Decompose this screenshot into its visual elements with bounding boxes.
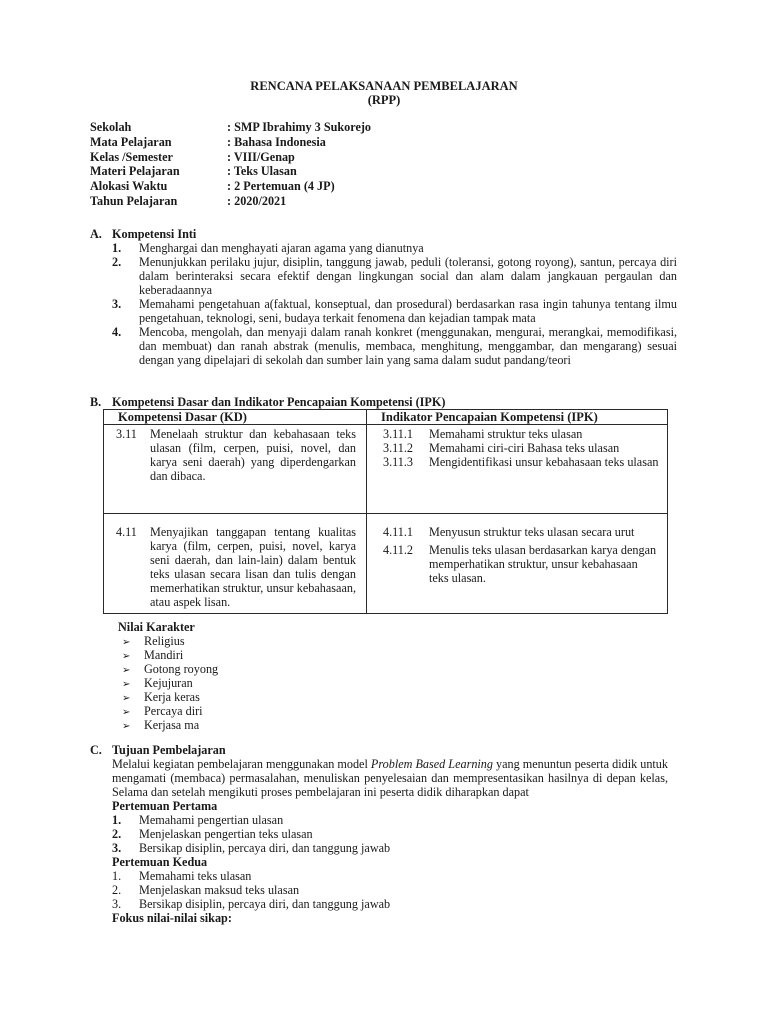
item-number: 1. (112, 813, 122, 827)
item-number: 2. (112, 883, 122, 897)
ipk-cell (367, 425, 668, 514)
meeting1-title: Pertemuan Pertama (112, 799, 218, 813)
identity-row-mapel (90, 135, 371, 150)
arrow-bullet-icon: ➢ (122, 679, 131, 690)
item-text: Menjelaskan pengertian teks ulasan (139, 827, 313, 841)
kd-text: Menelaah struktur dan kebahasaan teks ulasan (film, cerpen, puisi, novel, dan karya seni daerah) yang diperdengarkan dan dibaca. (150, 427, 356, 483)
identity-label: Mata Pelajaran (90, 134, 172, 149)
section-letter: B. (90, 395, 102, 409)
table-row (104, 425, 668, 514)
item-text: Memahami pengertian ulasan (139, 813, 284, 827)
meeting2-title: Pertemuan Kedua (112, 855, 208, 869)
arrow-bullet-icon: ➢ (122, 707, 131, 718)
item-text: Kejujuran (144, 676, 193, 690)
ipk-text: Mengidentifikasi unsur kebahasaan teks ulasan (429, 455, 659, 469)
item-number: 3. (112, 841, 122, 855)
identity-value: : 2020/2021 (227, 193, 287, 208)
kd-code: 4.11 (116, 525, 137, 539)
item-text: Memahami teks ulasan (139, 869, 252, 883)
table-header-row (104, 410, 668, 425)
list-item (112, 255, 677, 297)
list-item (112, 813, 668, 827)
kd-code: 3.11 (116, 427, 137, 441)
ipk-code: 4.11.1 (383, 525, 414, 539)
fokus-title: Fokus nilai-nilai sikap: (112, 911, 232, 925)
item-number: 3. (112, 897, 122, 911)
list-item (112, 827, 668, 841)
identity-value: : Bahasa Indonesia (227, 134, 326, 149)
arrow-bullet-icon: ➢ (122, 637, 131, 648)
list-item (112, 841, 668, 855)
table-row (104, 514, 668, 614)
identity-row-tahun (90, 194, 371, 209)
ipk-text: Memahami struktur teks ulasan (429, 427, 583, 441)
list-item (122, 690, 218, 704)
intro-text: Melalui kegiatan pembelajaran menggunakan model (112, 757, 371, 771)
nilai-karakter-title: Nilai Karakter (118, 620, 195, 634)
list-item (122, 718, 218, 732)
identity-label: Materi Pelajaran (90, 164, 180, 179)
list-item (122, 676, 218, 690)
ipk-entry (367, 441, 667, 455)
section-title: Kompetensi Inti (112, 227, 197, 241)
list-item (122, 662, 218, 676)
model-name: Problem Based Learning (370, 757, 493, 771)
item-text: Kerja keras (144, 690, 200, 704)
ipk-entry (367, 525, 667, 539)
item-text: Bersikap disiplin, percaya diri, dan tanggung jawab (139, 841, 391, 855)
identity-row-kelas (90, 150, 371, 165)
item-number: 1. (112, 241, 122, 255)
intro-text: yang menuntun peserta didik untuk mengamati (membaca) permasalahan, menuliskan penyelesaian dan mempresentasikan hasilnya di depan kelas, Selama dan setelah mengikuti proses pembelajaran ini peserta didik diharapkan dapat (112, 757, 668, 799)
document-subtitle: (RPP) (367, 93, 401, 107)
document-title: RENCANA PELAKSANAAN PEMBELAJARAN (250, 79, 518, 93)
tujuan-intro-paragraph (112, 757, 668, 799)
identity-value: : 2 Pertemuan (4 JP) (227, 179, 335, 194)
identity-row-materi (90, 164, 371, 179)
item-number: 3. (112, 297, 122, 311)
identity-table (90, 120, 371, 209)
ipk-entry (367, 543, 667, 585)
item-text: Gotong royong (144, 662, 219, 676)
item-text: Bersikap disiplin, percaya diri, dan tanggung jawab (139, 897, 391, 911)
item-text: Religius (144, 634, 185, 648)
ipk-entry (367, 455, 667, 469)
list-item (112, 883, 668, 897)
kd-entry (104, 514, 366, 609)
kd-cell (104, 514, 367, 614)
list-item (122, 648, 218, 662)
item-text: Percaya diri (144, 704, 203, 718)
ipk-text: Menulis teks ulasan berdasarkan karya dengan memperhatikan struktur, unsur kebahasaan teks ulasan. (429, 543, 657, 585)
section-letter: C. (90, 743, 102, 757)
ipk-cell (367, 514, 668, 614)
identity-value: : VIII/Genap (227, 149, 295, 164)
ipk-entry (367, 427, 667, 441)
section-title: Tujuan Pembelajaran (112, 743, 226, 757)
arrow-bullet-icon: ➢ (122, 721, 131, 732)
item-number: 2. (112, 255, 122, 269)
kd-cell (104, 425, 367, 514)
kd-entry (104, 425, 366, 483)
identity-label: Alokasi Waktu (90, 179, 168, 194)
list-item (112, 297, 677, 325)
identity-row-sekolah (90, 120, 371, 135)
list-item (122, 704, 218, 718)
list-item (112, 869, 668, 883)
kd-ipk-table (103, 409, 668, 614)
identity-row-alokasi (90, 179, 371, 194)
arrow-bullet-icon: ➢ (122, 665, 131, 676)
item-number: 4. (112, 325, 122, 339)
ipk-code: 3.11.3 (383, 455, 414, 469)
ipk-text: Memahami ciri-ciri Bahasa teks ulasan (429, 441, 620, 455)
item-text: Mencoba, mengolah, dan menyaji dalam ranah konkret (menggunakan, mengurai, merangkai, memodifikasi, dan membuat) dan ranah abstrak (menulis, membaca, menghitung, menggambar, dan mengarang) sesuai dengan yang dipelajari di sekolah dan sumber lain yang sama dalam sudut pandang/teori (139, 325, 677, 367)
kompetensi-inti-list (112, 241, 677, 367)
section-letter: A. (90, 227, 102, 241)
arrow-bullet-icon: ➢ (122, 651, 131, 662)
identity-value: : SMP Ibrahimy 3 Sukorejo (227, 120, 372, 134)
item-number: 1. (112, 869, 122, 883)
column-header-ipk: Indikator Pencapaian Kompetensi (IPK) (367, 410, 668, 425)
list-item (112, 241, 677, 255)
item-text: Mandiri (144, 648, 184, 662)
ipk-code: 3.11.2 (383, 441, 414, 455)
item-text: Menjelaskan maksud teks ulasan (139, 883, 300, 897)
item-text: Kerjasa ma (144, 718, 200, 732)
tujuan-pembelajaran-body (112, 757, 668, 925)
column-header-kd: Kompetensi Dasar (KD) (104, 410, 367, 425)
item-text: Menunjukkan perilaku jujur, disiplin, tanggung jawab, peduli (toleransi, gotong royong), santun, percaya diri dalam berinteraksi secara efektif dengan lingkungan social dan alam dalam jangkauan pergaulan dan keberadaannya (139, 255, 677, 297)
item-number: 2. (112, 827, 122, 841)
list-item (112, 897, 668, 911)
item-text: Memahami pengetahuan a(faktual, konseptual, dan prosedural) berdasarkan rasa ingin tahunya tentang ilmu pengetahuan, teknologi, seni, budaya terkait fenomena dan kejadian tampak mata (139, 297, 677, 325)
identity-label: Sekolah (90, 120, 132, 134)
identity-label: Tahun Pelajaran (90, 193, 178, 208)
identity-label: Kelas /Semester (90, 149, 173, 164)
ipk-code: 3.11.1 (383, 427, 414, 441)
nilai-karakter-list (122, 634, 218, 732)
item-text: Menghargai dan menghayati ajaran agama yang dianutnya (139, 241, 424, 255)
identity-value: : Teks Ulasan (227, 164, 297, 179)
ipk-text: Menyusun struktur teks ulasan secara urut (429, 525, 635, 539)
section-title: Kompetensi Dasar dan Indikator Pencapaian Kompetensi (IPK) (112, 395, 446, 409)
kd-text: Menyajikan tanggapan tentang kualitas karya (film, cerpen, puisi, novel, karya seni daerah, dan lain-lain) dalam bentuk teks ulasan secara lisan dan tulis dengan memerhatikan struktur, unsur kebahasaan, atau aspek lisan. (150, 525, 356, 609)
list-item (112, 325, 677, 367)
list-item (122, 634, 218, 648)
ipk-code: 4.11.2 (383, 543, 414, 557)
arrow-bullet-icon: ➢ (122, 693, 131, 704)
